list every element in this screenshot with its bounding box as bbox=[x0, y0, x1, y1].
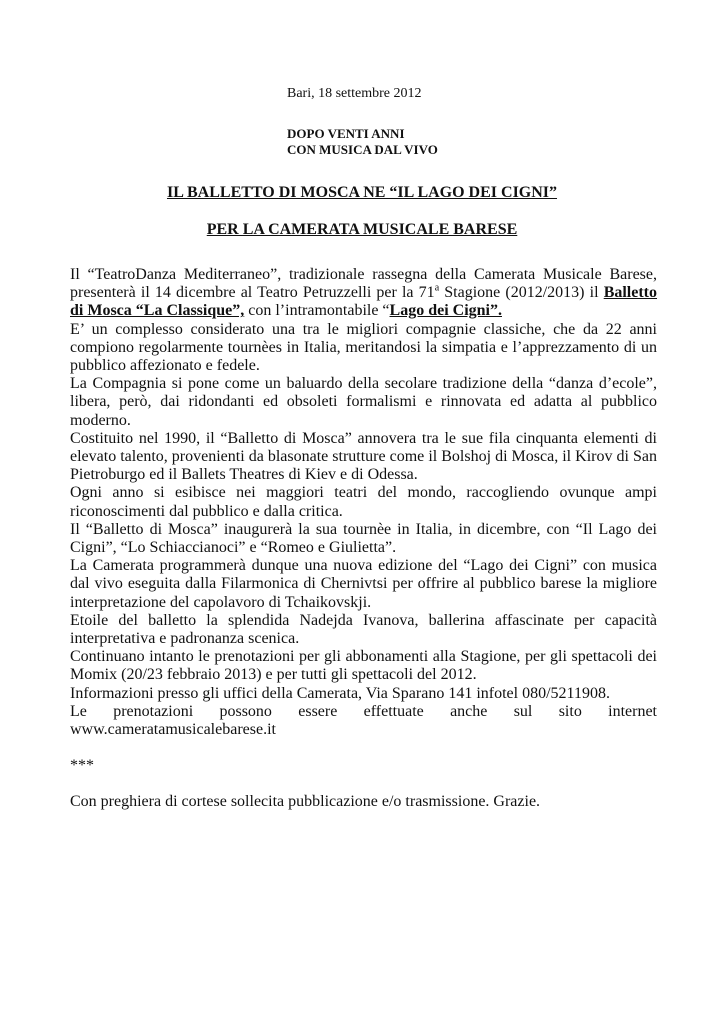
paragraph: La Compagnia si pone come un baluardo della secolare tradizione della “danza d’ecole”, libera, però, dai ridondanti ed obsoleti formalismi e rinnovata ed adatta al pubblico moderno. bbox=[70, 375, 657, 429]
date-line: Bari, 18 settembre 2012 bbox=[287, 86, 422, 101]
paragraph: Le prenotazioni possono essere effettuate anche sul sito internet www.cameratamusicalebarese.it bbox=[70, 702, 657, 739]
sub-title: PER LA CAMERATA MUSICALE BARESE bbox=[206, 221, 518, 238]
main-title: IL BALLETTO DI MOSCA NE “IL LAGO DEI CIGNI” bbox=[166, 184, 558, 201]
paragraph: E’ un complesso considerato una tra le migliori compagnie classiche, che da 22 anni compiono regolarmente tournèes in Italia, meritandosi la simpatia e l’apprezzamento di un pubblico affezionato e fedele. bbox=[70, 320, 657, 375]
intro-text-a: Il “TeatroDanza Mediterraneo”, tradizionale rassegna della Camerata Musicale Barese, presenterà il 14 dicembre al Teatro Petruzzelli per la 71 bbox=[70, 266, 657, 302]
paragraph: Continuano intanto le prenotazioni per gli abbonamenti alla Stagione, per gli spettacoli dei Momix (20/23 febbraio 2013) e per tutti gli spettacoli del 2012. bbox=[70, 648, 657, 684]
closing-line: Con preghiera di cortese sollecita pubblicazione e/o trasmissione. Grazie. bbox=[70, 793, 541, 811]
intro-company-name: Balletto di Mosca “La Classique”, bbox=[70, 284, 658, 320]
paragraph: Costituito nel 1990, il “Balletto di Mosca” annovera tra le sue fila cinquanta elementi di elevato talento, provenienti da blasonate strutture come il Bolshoj di Mosca, il Kirov di San Pietroburgo ed il Ballets Theatres di Kiev e di Odessa. bbox=[70, 429, 657, 484]
paragraph-intro bbox=[70, 266, 657, 321]
paragraph: Il “Balletto di Mosca” inaugurerà la sua tournèe in Italia, in dicembre, con “Il Lago dei Cigni”, “Lo Schiaccianoci” e “Romeo e Giulietta”. bbox=[70, 520, 657, 557]
intro-ballet-title: Lago dei Cigni”. bbox=[389, 302, 502, 320]
intro-superscript: a bbox=[434, 282, 440, 294]
separator: *** bbox=[70, 757, 94, 775]
paragraph: Etoile del balletto la splendida Nadejda Ivanova, ballerina affascinate per capacità interpretativa e padronanza scenica. bbox=[70, 611, 657, 648]
kicker bbox=[287, 126, 438, 158]
paragraph: La Camerata programmerà dunque una nuova edizione del “Lago dei Cigni” con musica dal vivo eseguita dalla Filarmonica di Chernivtsi per offrire al pubblico barese la migliore interpretazione del capolavoro di Tchaikovskji. bbox=[70, 557, 657, 611]
paragraph: Informazioni presso gli uffici della Camerata, Via Sparano 141 infotel 080/5211908. bbox=[70, 684, 610, 702]
intro-text-b: Stagione (2012/2013) il bbox=[439, 284, 604, 302]
intro-text-c: con l’intramontabile “ bbox=[244, 302, 390, 320]
paragraph: Ogni anno si esibisce nei maggiori teatri del mondo, raccogliendo ovunque ampi riconoscimenti dal pubblico e dalla critica. bbox=[70, 484, 657, 520]
kicker-line-2: CON MUSICA DAL VIVO bbox=[287, 142, 438, 157]
kicker-line-1: DOPO VENTI ANNI bbox=[287, 126, 405, 141]
press-release-body bbox=[70, 266, 657, 812]
